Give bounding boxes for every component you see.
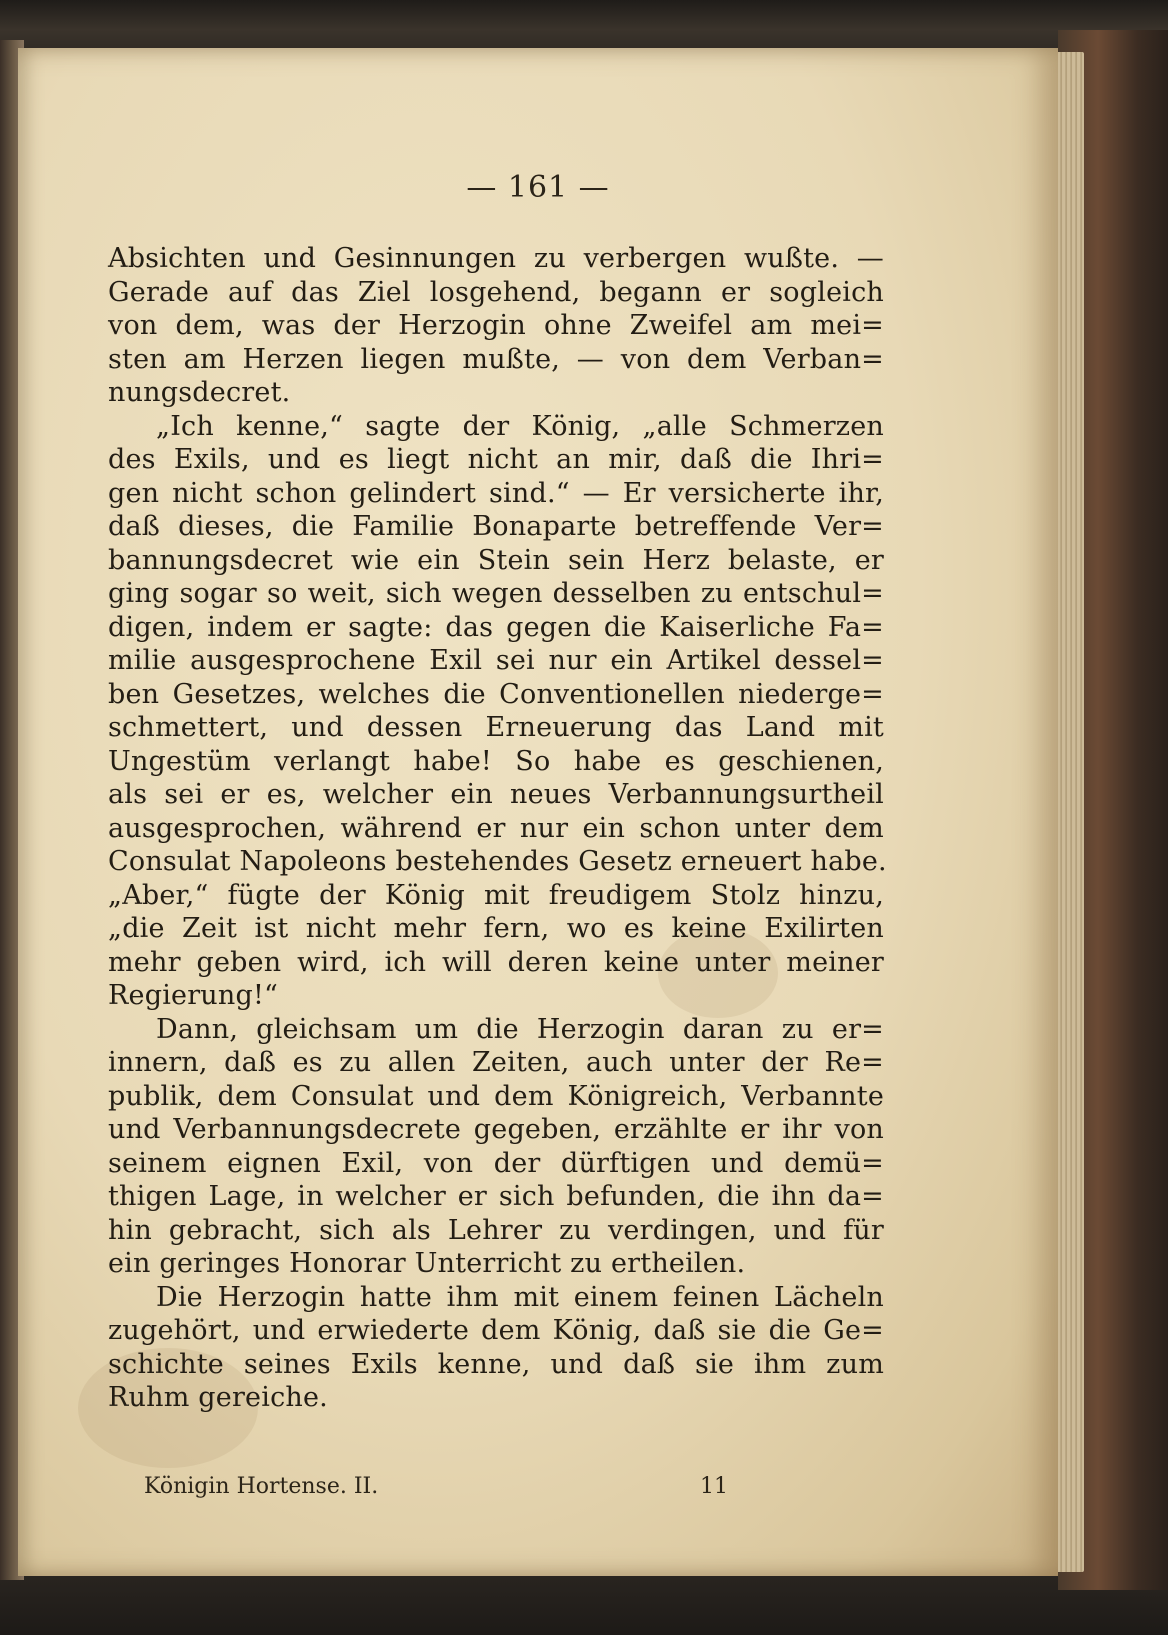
text-line: bannungsdecret wie ein Stein sein Herz belaste, er	[108, 544, 884, 576]
text-line: gen nicht schon gelindert sind.“ — Er versicherte ihr,	[108, 477, 884, 509]
page-number: — 161 —	[466, 170, 610, 205]
text-line: Consulat Napoleons bestehendes Gesetz erneuert habe.	[108, 846, 887, 877]
text-line: des Exils, und es liegt nicht an mir, daß die Ihri=	[108, 444, 884, 475]
text-line: Die Herzogin hatte ihm mit einem feinen Lächeln	[156, 1281, 884, 1313]
text-line: Absichten und Gesinnungen zu verbergen wußte. —	[108, 243, 884, 274]
text-line: publik, dem Consulat und dem Königreich, Verbannte	[108, 1080, 884, 1112]
text-line: milie ausgesprochene Exil sei nur ein Artikel dessel=	[108, 645, 884, 676]
text-line: daß dieses, die Familie Bonaparte betreffende Ver=	[108, 511, 884, 542]
text-line: als sei er es, welcher ein neues Verbannungsurtheil	[108, 779, 884, 810]
text-line: Dann, gleichsam um die Herzogin daran zu er=	[156, 1013, 884, 1045]
text-line: Ungestüm verlangt habe! So habe es geschienen,	[108, 745, 884, 777]
running-footer-title: Königin Hortense. II.	[144, 1474, 379, 1499]
text-line: und Verbannungsdecrete gegeben, erzählte er ihr von	[108, 1114, 884, 1145]
text-line: Regierung!“	[108, 980, 279, 1011]
text-line: seinem eignen Exil, von der dürftigen und demü=	[108, 1147, 884, 1179]
text-line: schmettert, und dessen Erneuerung das Land mit	[108, 712, 884, 743]
text-line: digen, indem er sagte: das gegen die Kaiserliche Fa=	[108, 611, 884, 643]
text-line: ben Gesetzes, welches die Conventionellen niederge=	[108, 678, 884, 710]
text-line: zugehört, und erwiederte dem König, daß sie die Ge=	[108, 1315, 884, 1346]
text-line: von dem, was der Herzogin ohne Zweifel am mei=	[108, 310, 884, 341]
text-line: mehr geben wird, ich will deren keine unter meiner	[108, 946, 884, 978]
text-line: hin gebracht, sich als Lehrer zu verdingen, und für	[108, 1214, 884, 1246]
page-footer	[144, 1474, 728, 1510]
text-line: sten am Herzen liegen mußte, — von dem Verban=	[108, 343, 884, 375]
book-page	[18, 48, 1058, 1576]
text-line: ausgesprochen, während er nur ein schon unter dem	[108, 812, 884, 844]
text-line: thigen Lage, in welcher er sich befunden, die ihn da=	[108, 1181, 884, 1212]
text-line: ging sogar so weit, sich wegen desselben zu entschul=	[108, 578, 884, 609]
text-line: Ruhm gereiche.	[108, 1382, 328, 1413]
signature-mark: 11	[700, 1474, 728, 1499]
text-line: schichte seines Exils kenne, und daß sie ihm zum	[108, 1348, 884, 1380]
text-line: „Ich kenne,“ sagte der König, „alle Schmerzen	[156, 410, 884, 442]
text-line: innern, daß es zu allen Zeiten, auch unter der Re=	[108, 1047, 884, 1078]
text-line: „Aber,“ fügte der König mit freudigem Stolz hinzu,	[108, 879, 884, 911]
text-line: Gerade auf das Ziel losgehend, begann er sogleich	[108, 276, 884, 308]
text-line: ein geringes Honorar Unterricht zu ertheilen.	[108, 1248, 746, 1279]
body-text	[108, 242, 887, 1415]
text-line: „die Zeit ist nicht mehr fern, wo es keine Exilirten	[108, 913, 884, 944]
text-line: nungsdecret.	[108, 377, 291, 408]
